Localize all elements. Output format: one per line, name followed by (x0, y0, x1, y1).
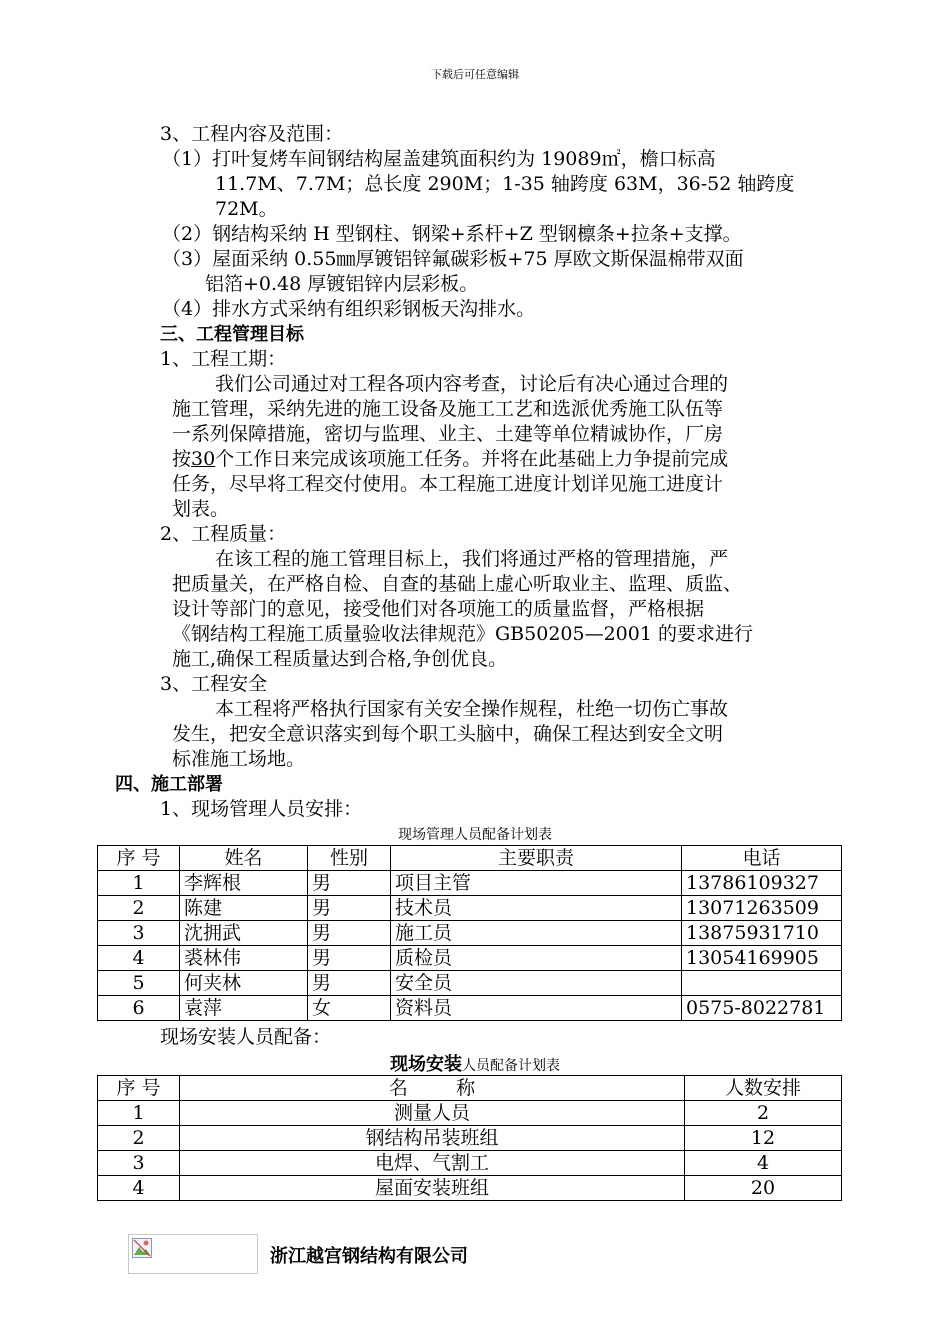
table-row (98, 971, 842, 996)
table2-caption-rest: 人员配备计划表 (462, 1058, 560, 1074)
item-1-line-2: 11.7M、7.7M；总长度 290M；1-35 轴跨度 63M，36-52 轴跨度 (215, 173, 795, 195)
cell: 4 (98, 946, 180, 971)
schedule-para-line-5: 任务，尽早将工程交付使用。本工程施工进度计划详见施工进度计 (172, 473, 724, 495)
cell: 男 (308, 971, 391, 996)
cell: 4 (98, 1176, 180, 1201)
schedule-para-line-3: 一系列保障措施，密切与监理、业主、土建等单位精诚协作，厂房 (172, 423, 724, 445)
cell: 钢结构吊装班组 (180, 1126, 685, 1151)
table-row (98, 871, 842, 896)
item-4-line: （4）排水方式采纳有组织彩钢板天沟排水。 (162, 298, 536, 320)
table-row (98, 1151, 842, 1176)
cell (682, 971, 842, 996)
cell: 男 (308, 871, 391, 896)
schedule-para-line-6: 划表。 (172, 498, 230, 520)
cell: 13875931710 (682, 921, 842, 946)
cell: 沈拥武 (180, 921, 308, 946)
table-row (98, 1176, 842, 1201)
table-header-row (98, 1076, 842, 1101)
header-cell: 性别 (308, 846, 391, 871)
cell: 2 (98, 1126, 180, 1151)
cell: 6 (98, 996, 180, 1021)
safety-para-line-1: 本工程将严格执行国家有关安全操作规程，杜绝一切伤亡事故 (215, 698, 729, 720)
item-1-line-1: （1）打叶复烤车间钢结构屋盖建筑面积约为 19089㎡，檐口标高 (162, 148, 716, 170)
management-staff-table (97, 845, 842, 1021)
item-2-line: （2）钢结构采纳 H 型钢柱、钢梁+系杆+Z 型钢檩条+拉条+支撑。 (162, 223, 742, 245)
page-header-note: 下载后可任意编辑 (431, 68, 519, 81)
section-3-heading: 3、工程内容及范围： (160, 123, 344, 145)
cell: 女 (308, 996, 391, 1021)
cell: 袁萍 (180, 996, 308, 1021)
company-name: 浙江越宫钢结构有限公司 (270, 1246, 468, 1267)
quality-para-line-3: 设计等部门的意见，接受他们对各项施工的质量监督，严格根据 (172, 598, 705, 620)
header-cell: 姓名 (180, 846, 308, 871)
table1-caption: 现场管理人员配备计划表 (398, 827, 552, 843)
cell: 裘林伟 (180, 946, 308, 971)
header-cell: 电话 (682, 846, 842, 871)
cell: 4 (685, 1151, 842, 1176)
cell: 技术员 (391, 896, 682, 921)
table2-caption-bold: 现场安装 (390, 1054, 462, 1075)
quality-para-line-2: 把质量关，在严格自检、自查的基础上虚心听取业主、监理、质监、 (172, 573, 743, 595)
cell: 13786109327 (682, 871, 842, 896)
schedule-para-line-1: 我们公司通过对工程各项内容考查，讨论后有决心通过合理的 (215, 373, 729, 395)
quality-para-line-5: 施工,确保工程质量达到合格,争创优良。 (172, 648, 508, 670)
schedule-heading: 1、工程工期： (160, 348, 287, 370)
section-si-heading: 四、施工部署 (115, 774, 223, 795)
cell: 2 (98, 896, 180, 921)
cell: 0575-8022781 (682, 996, 842, 1021)
quality-heading: 2、工程质量： (160, 523, 287, 545)
cell: 1 (98, 871, 180, 896)
cell: 3 (98, 1151, 180, 1176)
schedule-suffix: 个工作日来完成该项施工任务。并将在此基础上力争提前完成 (215, 448, 729, 470)
cell: 13054169905 (682, 946, 842, 971)
cell: 2 (685, 1101, 842, 1126)
table-row (98, 921, 842, 946)
safety-para-line-2: 发生，把安全意识落实到每个职工头脑中，确保工程达到安全文明 (172, 723, 724, 745)
safety-para-line-3: 标准施工场地。 (172, 748, 306, 770)
table-row (98, 996, 842, 1021)
cell: 3 (98, 921, 180, 946)
cell: 施工员 (391, 921, 682, 946)
cell: 资料员 (391, 996, 682, 1021)
item-1-line-3: 72M。 (215, 198, 278, 220)
table-header-row (98, 846, 842, 871)
table-row (98, 896, 842, 921)
schedule-prefix: 按 (172, 448, 192, 470)
install-staff-heading: 现场安装人员配备： (160, 1026, 332, 1048)
cell: 5 (98, 971, 180, 996)
cell: 20 (685, 1176, 842, 1201)
table2-caption (0, 1050, 950, 1076)
cell: 陈建 (180, 896, 308, 921)
header-cell: 名 称 (180, 1076, 685, 1101)
cell: 测量人员 (180, 1101, 685, 1126)
table-row (98, 946, 842, 971)
item-3-line-2: 铝箔+0.48 厚镀铝锌内层彩板。 (205, 273, 479, 295)
cell: 屋面安装班组 (180, 1176, 685, 1201)
staff-heading: 1、现场管理人员安排： (160, 798, 363, 820)
section-san-heading: 三、工程管理目标 (160, 324, 304, 345)
header-cell: 序 号 (98, 1076, 180, 1101)
broken-image-icon (132, 1238, 152, 1258)
item-3-line-1: （3）屋面采纳 0.55㎜厚镀铝锌氟碳彩板+75 厚欧文斯保温棉带双面 (162, 248, 744, 270)
header-cell: 序 号 (98, 846, 180, 871)
quality-para-line-1: 在该工程的施工管理目标上，我们将通过严格的管理措施，严 (215, 548, 729, 570)
installation-staff-table (97, 1075, 842, 1201)
cell: 质检员 (391, 946, 682, 971)
header-cell: 主要职责 (391, 846, 682, 871)
cell: 李辉根 (180, 871, 308, 896)
cell: 何夹林 (180, 971, 308, 996)
table-row (98, 1126, 842, 1151)
schedule-para-line-2: 施工管理，采纳先进的施工设备及施工工艺和选派优秀施工队伍等 (172, 398, 724, 420)
cell: 男 (308, 946, 391, 971)
cell: 电焊、气割工 (180, 1151, 685, 1176)
cell: 安全员 (391, 971, 682, 996)
cell: 13071263509 (682, 896, 842, 921)
cell: 12 (685, 1126, 842, 1151)
table-row (98, 1101, 842, 1126)
header-cell: 人数安排 (685, 1076, 842, 1101)
schedule-para-line-4 (172, 447, 728, 472)
company-logo-placeholder (128, 1234, 258, 1274)
cell: 1 (98, 1101, 180, 1126)
quality-para-line-4: 《钢结构工程施工质量验收法律规范》GB50205—2001 的要求进行 (172, 623, 753, 645)
safety-heading: 3、工程安全 (160, 673, 268, 695)
workday-count: 30 (191, 448, 216, 470)
cell: 项目主管 (391, 871, 682, 896)
cell: 男 (308, 921, 391, 946)
cell: 男 (308, 896, 391, 921)
